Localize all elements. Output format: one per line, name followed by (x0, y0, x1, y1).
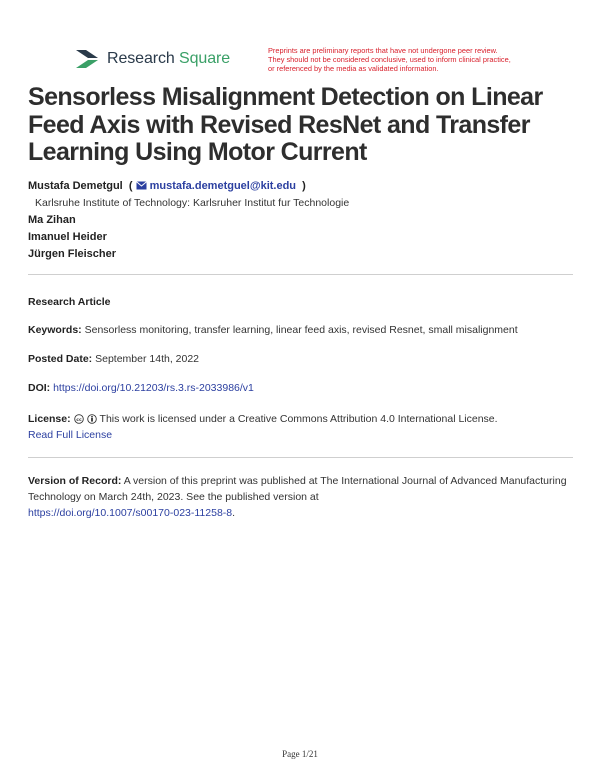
read-full-license-link[interactable]: Read Full License (28, 429, 113, 441)
author-name: Mustafa Demetgul (28, 180, 123, 192)
author-name: Imanuel Heider (28, 231, 107, 243)
preprint-disclaimer: Preprints are preliminary reports that have not undergone peer review. They should not be considered conclusive, used to inform clinical practice, or referenced by the media as validated information. (268, 46, 511, 73)
svg-text:cc: cc (75, 417, 82, 423)
published-version-link[interactable]: https://doi.org/10.1007/s00170-023-11258-8 (28, 507, 233, 519)
paper-title: Sensorless Misalignment Detection on Linear Feed Axis with Revised ResNet and Transfer Learning Using Motor Current (28, 83, 543, 166)
envelope-icon (136, 181, 147, 190)
logo-wordmark: Research Square (107, 50, 231, 67)
by-icon (87, 414, 97, 424)
cc-icon (74, 414, 84, 424)
author-affiliation: Karlsruhe Institute of Technology: Karlsruher Institut fur Technologie (35, 197, 350, 209)
author-email-link[interactable]: mustafa.demetguel@kit.edu (136, 180, 299, 192)
divider (28, 457, 573, 458)
author-name: Ma Zihan (28, 214, 76, 226)
author-item: Mustafa Demetgul ( mustafa.demetguel@kit.edu ) Karlsruhe Institute of Technology: Karlsruher Institut fur Technologie (28, 178, 349, 212)
posted-date: Posted Date: September 14th, 2022 (28, 353, 200, 365)
research-square-logo-icon (74, 48, 100, 70)
author-name: Jürgen Fleischer (28, 248, 117, 260)
keywords: Keywords: Sensorless monitoring, transfer learning, linear feed axis, revised Resnet, small misalignment (28, 324, 518, 336)
divider (28, 274, 573, 275)
author-list (28, 178, 349, 263)
version-of-record: Version of Record: A version of this preprint was published at The International Journal of Advanced Manufacturing Technology on March 24th, 2023. See the published version at https://doi.org/10.1007/s00170-023-11258-8. (28, 475, 567, 519)
license: License: cc This work is licensed under a Creative Commons Attribution 4.0 International License. Read Full License (28, 413, 498, 441)
doi-link[interactable]: https://doi.org/10.21203/rs.3.rs-2033986/v1 (53, 382, 254, 394)
page-number: Page 1/21 (282, 749, 318, 759)
research-square-logo[interactable] (74, 48, 230, 70)
doi: DOI: https://doi.org/10.21203/rs.3.rs-2033986/v1 (28, 382, 254, 394)
article-type: Research Article (28, 296, 111, 308)
